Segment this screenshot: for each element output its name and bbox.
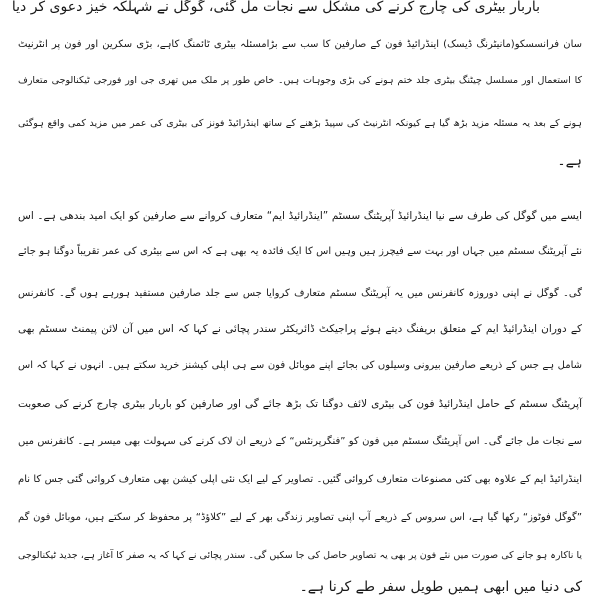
paragraph-1-line-2: کا استعمال اور مسلسل چیٹنگ بیٹری جلد ختم ہونے کی بڑی وجوہات ہیں۔ خاص طور پر ملک میں تھری جی اور فورجی ٹیکنالوجی متعارف	[18, 75, 582, 86]
paragraph-2-line-3: گی۔ گوگل نے اپنی دوروزہ کانفرنس میں یہ آپریٹنگ سسٹم متعارف کروایا جس سے جلد صارفین مستفید ہورہے ہوں گے۔ کانفرنس	[18, 288, 582, 299]
paragraph-2-line-1: ایسے میں گوگل کی طرف سے نیا اینڈرائیڈ آپریٹنگ سسٹم ”اینڈرائیڈ ایم“ متعارف کروانے سے صارفین کو ایک امید بندھی ہے۔ اس	[18, 210, 582, 222]
paragraph-1-line-1: سان فرانسسکو(مانیٹرنگ ڈیسک) اینڈرائیڈ فون کے صارفین کا سب سے بڑامسئلہ بیٹری ٹائمنگ کاہے، بڑی سکرین اور فون پر انٹرنیٹ	[18, 39, 582, 50]
paragraph-1-line-3: ہونے کے بعد یہ مسئلہ مزید بڑھ گیا ہے کیونکہ انٹرنیٹ کی سپیڈ بڑھنے کے ساتھ اینڈرائیڈ فونز کی بیٹری کی عمر میں مزید کمی واقع ہوگئی	[18, 118, 582, 129]
paragraph-2-line-2: نئے آپریٹنگ سسٹم میں جہاں اور بہت سے فیچرز ہیں وہیں اس کا ایک فائدہ یہ بھی ہے کہ اس سے بیٹری کی عمر تقریباً دوگنا ہو جائے	[18, 246, 582, 257]
paragraph-2-line-11: کی دنیا میں ابھی ہمیں طویل سفر طے کرنا ہے۔	[299, 579, 582, 595]
paragraph-2-line-7: سے نجات مل جائے گی۔ اس آپریٹنگ سسٹم میں فون کو ”فنگرپرنٹس“ کے ذریعے ان لاک کرنے کی سہولت بھی میسر ہے۔ کانفرنس میں	[18, 436, 582, 447]
paragraph-2-line-10: یا ناکارہ ہو جانے کی صورت میں نئے فون پر بھی یہ تصاویر حاصل کی جا سکیں گی۔ سندر پچائی نے کہا کہ یہ صفر کا آغاز ہے، جدید ٹیکنالوجی	[18, 550, 582, 561]
paragraph-2-line-4: کے دوران اینڈرائیڈ ایم کے متعلق بریفنگ دیتے ہوئے پراجیکٹ ڈائریکٹر سندر پچائی نے کہا کہ اس میں آن لائن پیمنٹ سسٹم بھی	[18, 323, 582, 335]
paragraph-2-line-9: ”گوگل فوٹوز“ رکھا گیا ہے، اس سروس کے ذریعے آپ اپنی تصاویر زندگی بھر کے لیے ”کلاؤڈ“ پر محفوظ کر سکتے ہیں، موبائل فون گم	[18, 512, 582, 523]
paragraph-2-line-6: آپریٹنگ سسٹم کے حامل اینڈرائیڈ فون کی بیٹری لائف دوگنا تک بڑھ جائے گی اور صارفین کو باربار بیٹری چارج کرنے کی صعوبت	[18, 398, 582, 410]
paragraph-2-line-5: شامل ہے جس کے ذریعے صارفین بیرونی وسیلوں کی بجائے اپنے موبائل فون سے ہی اپلی کیشنز خرید سکتے ہیں۔ انہوں نے کہا کہ اس	[18, 360, 582, 371]
paragraph-2-line-8: اینڈرائیڈ ایم کے علاوہ بھی کئی مصنوعات متعارف کروائی گئیں۔ تصاویر کے لیے ایک نئی اپلی کیشن بھی متعارف کروائی گئی جس کا نام	[18, 474, 582, 485]
headline: باربار بیٹری کی چارج کرنے کی مشکل سے نجات مل گئی، گوگل نے شہلکہ خیز دعوی کر دیا	[11, 0, 540, 15]
paragraph-1-line-4: ہے۔	[557, 153, 582, 169]
